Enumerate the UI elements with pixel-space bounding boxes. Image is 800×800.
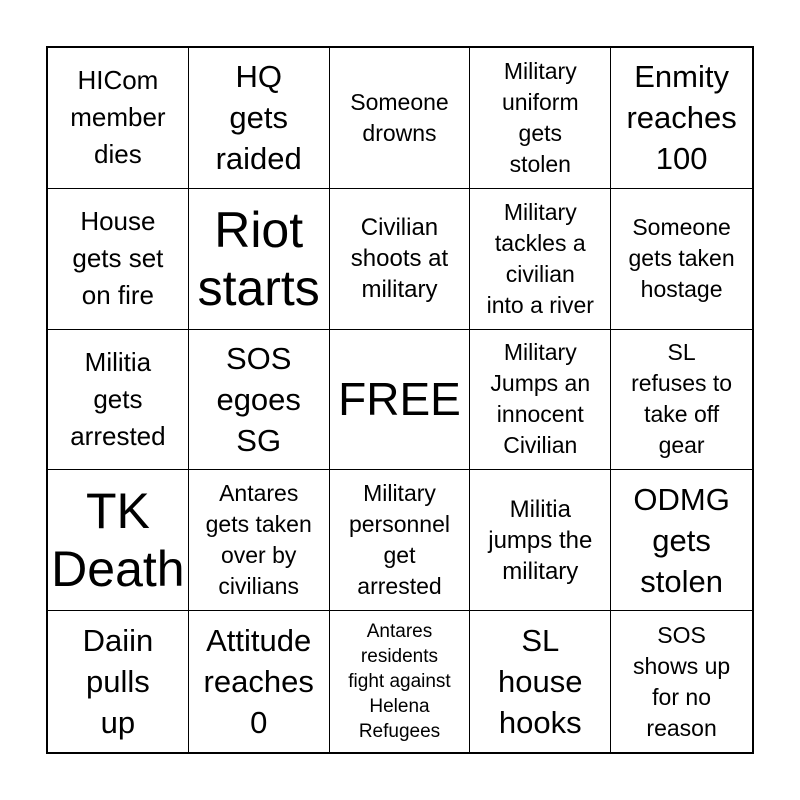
cell-text: Someone gets taken hostage [628,214,735,303]
cell-text: Attitude reaches 0 [203,623,314,741]
bingo-cell[interactable] [470,189,611,330]
bingo-cell[interactable] [330,470,471,611]
cell-text: Military personnel get arrested [348,480,450,600]
cell-text: TK Death [51,483,185,598]
cell-text: Militia jumps the military [488,495,593,585]
bingo-board [46,46,754,754]
bingo-cell[interactable] [189,611,330,752]
bingo-cell[interactable] [330,189,471,330]
bingo-cell[interactable] [611,48,752,189]
cell-text: Antares residents fight against Helena Refugees [348,621,451,743]
bingo-cell[interactable] [470,611,611,752]
cell-text: SL refuses to take off gear [631,339,733,459]
cell-text: Antares gets taken over by civilians [205,480,312,600]
cell-text: SOS shows up for no reason [633,621,731,741]
bingo-cell[interactable] [470,470,611,611]
cell-text: House gets set on fire [72,206,164,311]
free-space[interactable] [330,330,471,471]
bingo-cell[interactable] [611,330,752,471]
cell-text: Someone drowns [350,88,449,146]
bingo-cell[interactable] [611,611,752,752]
cell-text: Enmity reaches 100 [626,59,737,177]
cell-text: Military Jumps an innocent Civilian [490,339,591,459]
cell-text: Daiin pulls up [82,623,154,741]
cell-text: ODMG gets stolen [633,481,730,599]
bingo-cell[interactable] [48,48,189,189]
bingo-cell[interactable] [611,189,752,330]
free-space-text: FREE [338,373,461,426]
bingo-cell[interactable] [330,611,471,752]
bingo-cell[interactable] [470,330,611,471]
cell-text: HQ gets raided [215,59,302,177]
bingo-cell[interactable] [189,330,330,471]
bingo-cell[interactable] [48,189,189,330]
bingo-cell[interactable] [189,48,330,189]
bingo-cell[interactable] [189,470,330,611]
cell-text: HICom member dies [70,65,166,170]
cell-text: Militia gets arrested [70,346,166,451]
bingo-cell[interactable] [48,611,189,752]
bingo-cell[interactable] [330,48,471,189]
bingo-cell[interactable] [470,48,611,189]
bingo-cell[interactable] [189,189,330,330]
cell-text: Military uniform gets stolen [501,57,579,177]
bingo-cell[interactable] [48,470,189,611]
bingo-cell[interactable] [611,470,752,611]
cell-text: SOS egoes SG [216,340,301,458]
cell-text: Riot starts [197,201,320,316]
cell-text: SL house hooks [498,623,583,741]
cell-text: Military tackles a civilian into a river [486,198,594,318]
bingo-cell[interactable] [48,330,189,471]
cell-text: Civilian shoots at military [350,214,449,304]
